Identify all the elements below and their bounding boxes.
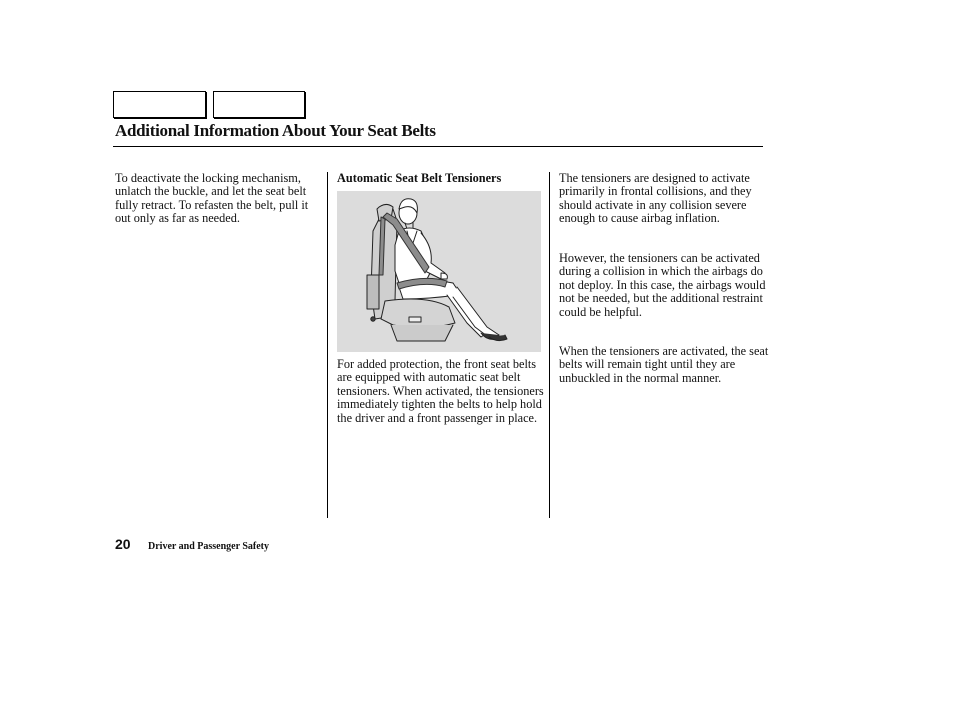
page-title: Additional Information About Your Seat Belts bbox=[115, 121, 436, 140]
seat-belt-figure bbox=[337, 191, 541, 352]
body-paragraph: The tensioners are designed to activate primarily in frontal collisions, and they should activate in any collision severe enough to cause airbag inflation. bbox=[559, 171, 752, 226]
body-paragraph: To deactivate the locking mechanism, unlatch the buckle, and let the seat belt fully retract. To refasten the belt, pull it out only as far as needed. bbox=[115, 171, 309, 226]
column-divider bbox=[549, 172, 550, 518]
section-tab-box bbox=[213, 91, 305, 118]
title-divider bbox=[113, 146, 763, 147]
seated-passenger-icon bbox=[337, 191, 541, 352]
page-number: 20 bbox=[115, 536, 131, 552]
footer-section-title: Driver and Passenger Safety bbox=[148, 541, 270, 552]
section-tab-box bbox=[113, 91, 206, 118]
body-paragraph: For added protection, the front seat belts are equipped with automatic seat belt tensioners. When activated, the tensioners immediately tighten the belts to help hold the driver and a front passenger in place. bbox=[337, 357, 544, 425]
column-divider bbox=[327, 172, 328, 518]
section-heading: Automatic Seat Belt Tensioners bbox=[337, 171, 502, 185]
body-paragraph: However, the tensioners can be activated during a collision in which the airbags do not deploy. In this case, the airbags would not be needed, but the additional restraint could be helpful. bbox=[559, 251, 766, 319]
body-paragraph: When the tensioners are activated, the seat belts will remain tight until they are unbuckled in the normal manner. bbox=[559, 344, 769, 385]
